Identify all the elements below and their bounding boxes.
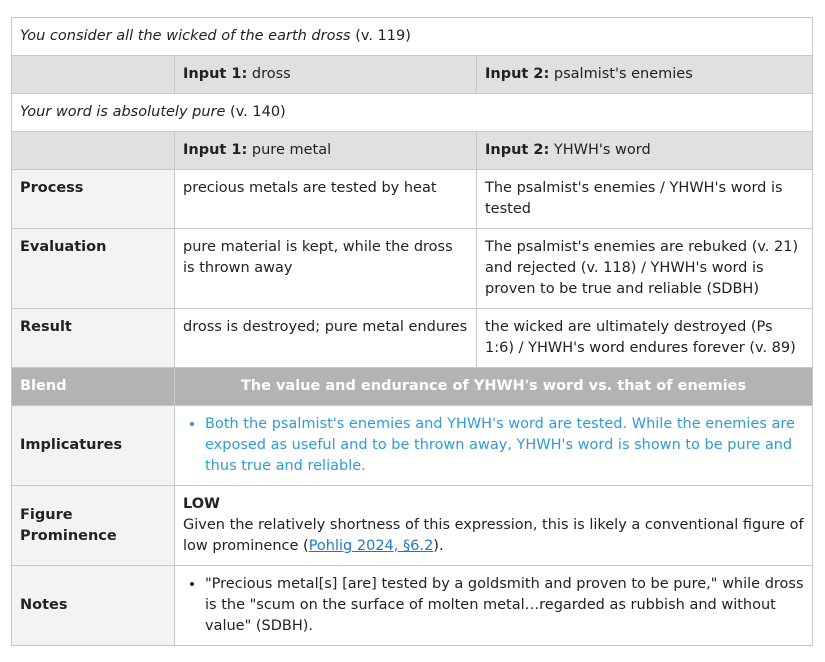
input1-value: pure metal <box>251 142 332 158</box>
process-row <box>12 170 813 229</box>
implicatures-cell <box>175 406 813 486</box>
pohlig-reference-link[interactable]: Pohlig 2024, §6.2 <box>308 538 434 554</box>
implicatures-label: Implicatures <box>12 406 175 486</box>
blend-value: The value and endurance of YHWH's word vs. that of enemies <box>175 368 813 406</box>
prominence-description <box>183 515 804 557</box>
notes-cell <box>175 566 813 646</box>
result-row <box>12 309 813 368</box>
figure-prominence-label: Figure Prominence <box>12 486 175 566</box>
implicatures-row <box>12 406 813 486</box>
verse-cell <box>12 94 813 132</box>
input2-value: YHWH's word <box>553 142 651 158</box>
input1-label: Input 1: <box>183 66 248 82</box>
notes-list <box>183 574 804 637</box>
evaluation-input1: pure material is kept, while the dross is thrown away <box>175 229 477 309</box>
prominence-level-text: LOW <box>183 496 221 512</box>
process-input1: precious metals are tested by heat <box>175 170 477 229</box>
prominence-level <box>183 494 804 515</box>
empty-cell <box>12 56 175 94</box>
prominence-text-before: Given the relatively shortness of this expression, this is likely a conventional figure of low prominence ( <box>183 517 804 554</box>
verse-row <box>12 18 813 56</box>
prominence-text-after: ). <box>433 538 444 554</box>
note-item: • "Precious metal[s] [are] tested by a goldsmith and proven to be pure," while dross is the "scum on the surface of molten metal…regarded as rubbish and without value" (SDBH). <box>205 574 804 637</box>
input2-label: Input 2: <box>485 142 550 158</box>
evaluation-label: Evaluation <box>12 229 175 309</box>
implicature-item: • Both the psalmist's enemies and YHWH's word are tested. While the enemies are exposed as useful and to be thrown away, YHWH's word is shown to be pure and thus true and reliable. <box>205 414 804 477</box>
verse-reference: (v. 140) <box>230 104 286 120</box>
process-input2: The psalmist's enemies / YHWH's word is tested <box>477 170 813 229</box>
evaluation-input2: The psalmist's enemies are rebuked (v. 21) and rejected (v. 118) / YHWH's word is proven to be true and reliable (SDBH) <box>477 229 813 309</box>
verse-row <box>12 94 813 132</box>
input1-cell <box>175 56 477 94</box>
verse-cell <box>12 18 813 56</box>
result-input1: dross is destroyed; pure metal endures <box>175 309 477 368</box>
input2-cell <box>477 132 813 170</box>
input1-value: dross <box>251 66 291 82</box>
empty-cell <box>12 132 175 170</box>
input2-cell <box>477 56 813 94</box>
implicatures-list <box>183 414 804 477</box>
figure-prominence-cell <box>175 486 813 566</box>
input2-value: psalmist's enemies <box>553 66 693 82</box>
verse-reference: (v. 119) <box>355 28 411 44</box>
figure-prominence-row <box>12 486 813 566</box>
result-label: Result <box>12 309 175 368</box>
evaluation-row <box>12 229 813 309</box>
blend-row <box>12 368 813 406</box>
input-header-row <box>12 132 813 170</box>
process-label: Process <box>12 170 175 229</box>
metaphor-analysis-table <box>11 17 813 646</box>
input-header-row <box>12 56 813 94</box>
input1-cell <box>175 132 477 170</box>
verse-phrase: Your word is absolutely pure <box>20 104 226 120</box>
input2-label: Input 2: <box>485 66 550 82</box>
notes-label: Notes <box>12 566 175 646</box>
blend-label: Blend <box>12 368 175 406</box>
notes-row <box>12 566 813 646</box>
input1-label: Input 1: <box>183 142 248 158</box>
verse-phrase: You consider all the wicked of the earth dross <box>20 28 351 44</box>
result-input2: the wicked are ultimately destroyed (Ps 1:6) / YHWH's word endures forever (v. 89) <box>477 309 813 368</box>
